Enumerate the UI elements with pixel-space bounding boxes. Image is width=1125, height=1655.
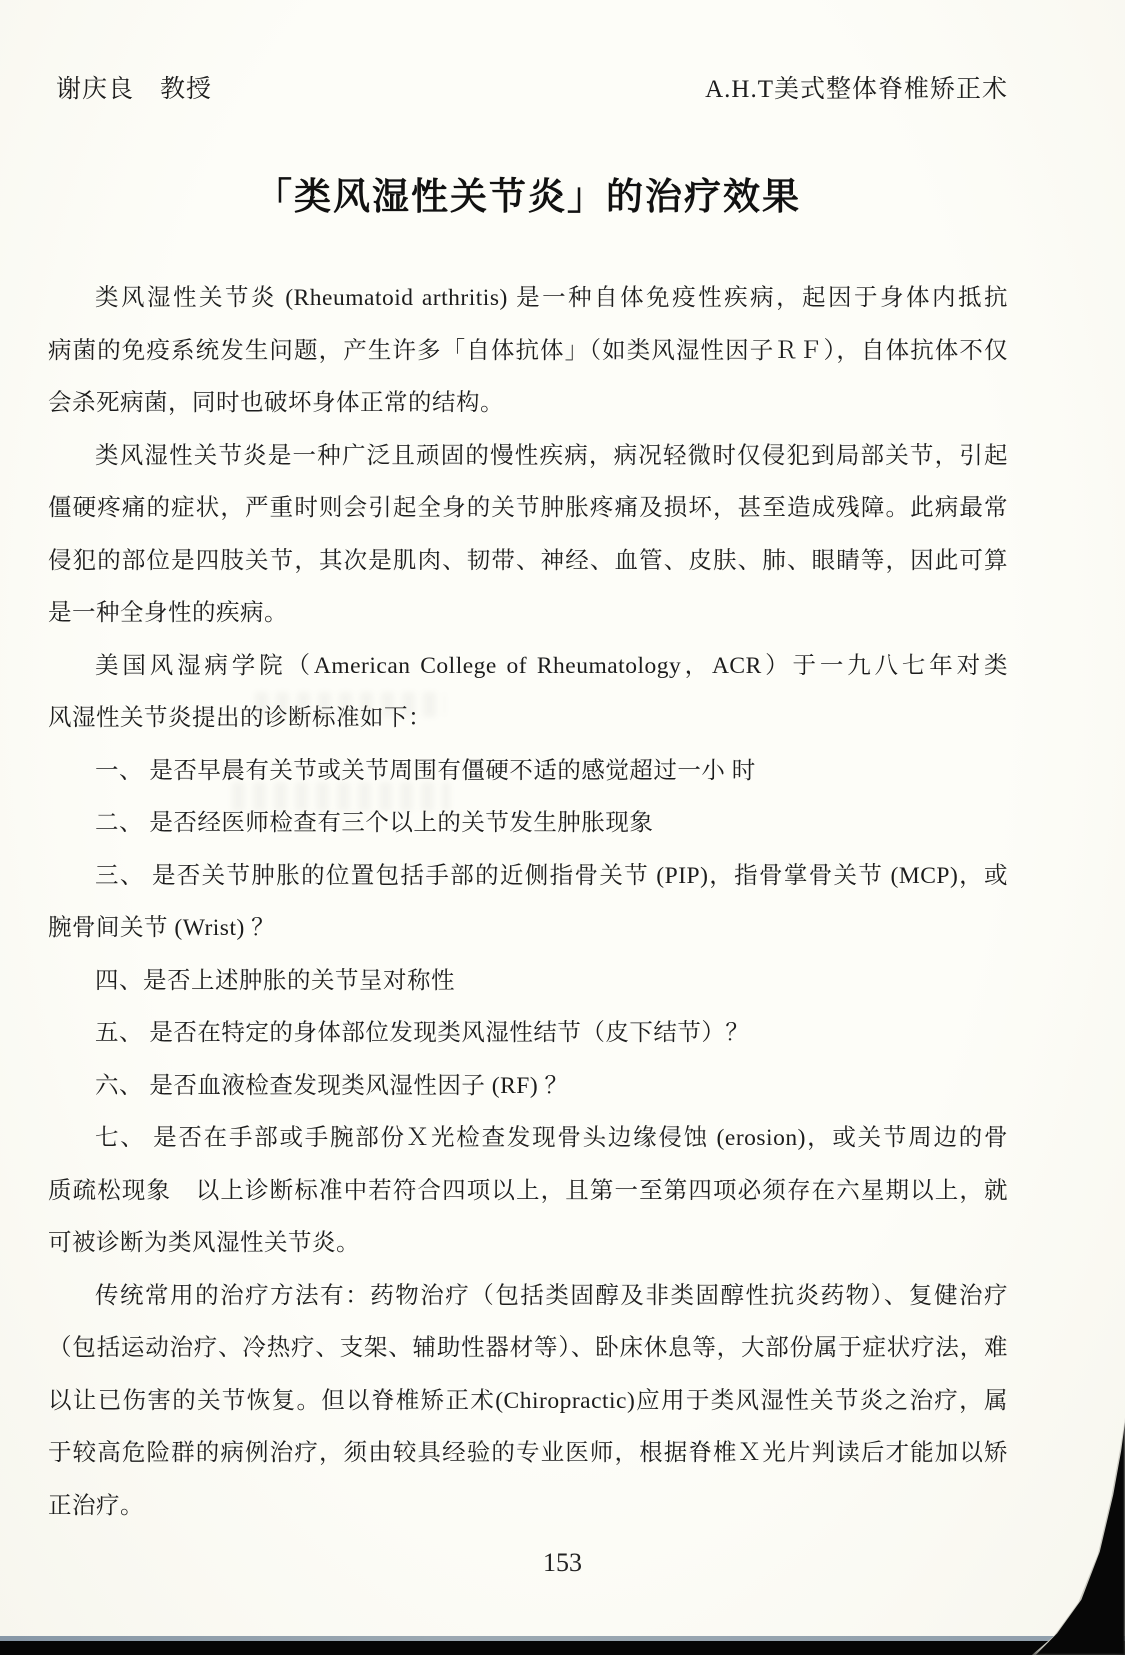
body-line: 美国风湿病学院（American College of Rheumatology，ACR）于一九八七年对类 [95,652,1008,679]
body-line: 五、 是否在特定的身体部位发现类风湿性结节（皮下结节）？ [95,1020,750,1046]
body-line: 侵犯的部位是四肢关节，其次是肌肉、韧带、神经、血管、皮肤、肺、眼睛等，因此可算 [48,547,1008,574]
article-body [48,272,1008,1532]
body-line: 二、 是否经医师检查有三个以上的关节发生肿胀现象 [95,810,654,836]
body-line: 是一种全身性的疾病。 [48,600,288,626]
header-book-title: A.H.T美式整体脊椎矫正术 [705,76,1008,103]
body-line: 病菌的免疫系统发生问题，产生许多「自体抗体」（如类风湿性因子ＲＦ），自体抗体不仅 [48,337,1008,364]
body-line: 七、 是否在手部或手腕部份Ｘ光检查发现骨头边缘侵蚀 (erosion)，或关节周边的骨 [95,1125,1008,1151]
header-author: 谢庆良 教授 [56,76,213,103]
body-line: 僵硬疼痛的症状，严重时则会引起全身的关节肿胀疼痛及损坏，甚至造成残障。此病最常 [48,495,1008,521]
body-line: 三、 是否关节肿胀的位置包括手部的近侧指骨关节 (PIP)，指骨掌骨关节 (MCP)，或 [95,862,1008,889]
body-line: 六、 是否血液检查发现类风湿性因子 (RF) ？ [95,1072,569,1099]
body-line: 正治疗。 [48,1492,144,1519]
body-line: 类风湿性关节炎 (Rheumatoid arthritis) 是一种自体免疫性疾病，起因于身体内抵抗 [95,285,1008,311]
body-line: 传统常用的治疗方法有：药物治疗（包括类固醇及非类固醇性抗炎药物）、复健治疗 [95,1282,1008,1309]
scan-background-corner [1028,1415,1125,1655]
body-line: 以让已伤害的关节恢复。但以脊椎矫正术(Chiropractic)应用于类风湿性关节炎之治疗，属 [48,1387,1008,1414]
body-line: 一、 是否早晨有关节或关节周围有僵硬不适的感觉超过一小 时 [95,757,756,784]
body-line: （包括运动治疗、冷热疗、支架、辅助性器材等）、卧床休息等，大部份属于症状疗法，难 [48,1335,1008,1361]
body-line: 腕骨间关节 (Wrist) ？ [48,915,276,941]
body-line: 类风湿性关节炎是一种广泛且顽固的慢性疾病，病况轻微时仅侵犯到局部关节，引起 [95,442,1008,469]
body-line: 于较高危险群的病例治疗，须由较具经验的专业医师，根据脊椎Ｘ光片判读后才能加以矫 [48,1440,1008,1466]
scan-bottom-border [0,1641,1125,1655]
body-line: 四、是否上述肿胀的关节呈对称性 [95,967,455,994]
body-line: 会杀死病菌，同时也破坏身体正常的结构。 [48,390,504,416]
body-line: 质疏松现象 以上诊断标准中若符合四项以上，且第一至第四项必须存在六星期以上，就 [48,1177,1008,1204]
body-line: 可被诊断为类风湿性关节炎。 [48,1230,360,1256]
page-number: 153 [543,1548,582,1577]
page-header [48,70,1008,104]
body-line: 风湿性关节炎提出的诊断标准如下： [48,705,432,731]
scan-corner-shadow [1028,1415,1125,1655]
article-title: 「类风湿性关节炎」的治疗效果 [255,177,801,218]
